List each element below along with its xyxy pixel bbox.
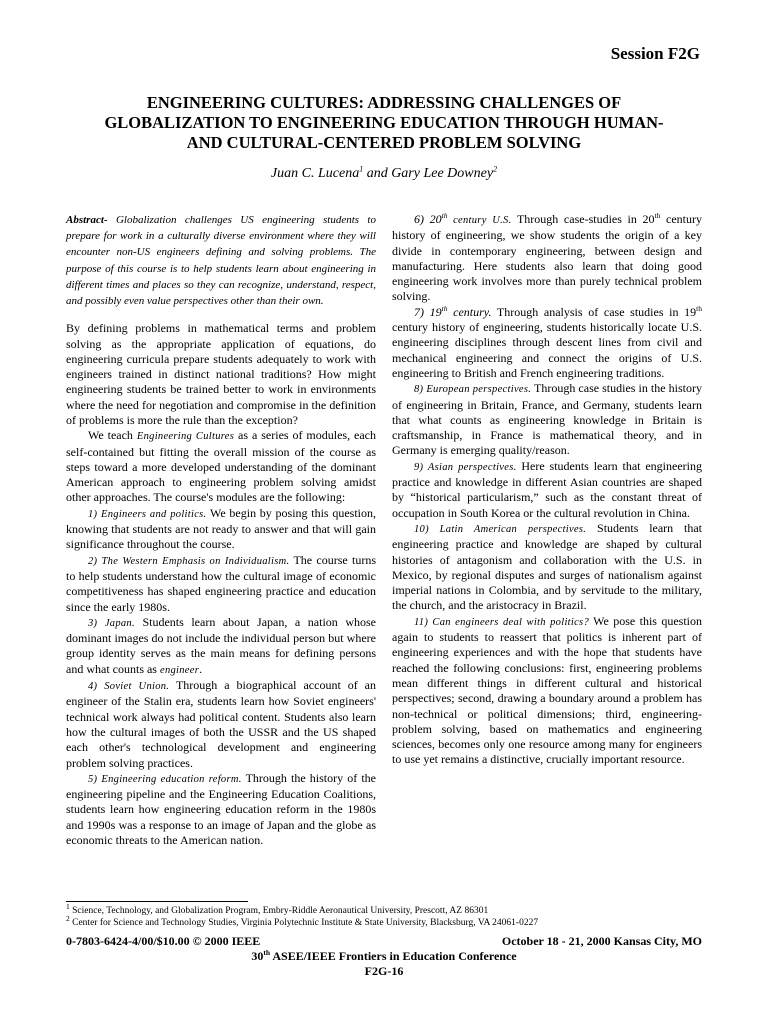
module-text: Through the history of the engineering pipeline and the Engineering Education Coalitions, students learn how engineering education reform in the 1980s and 1990s was a response to an image of Japan and the globe as economic threats to the American nation.: [66, 770, 376, 848]
module-label: 11) Can engineers deal with politics?: [414, 616, 589, 628]
abstract-text: Globalization challenges US engineering students to prepare for work in a culturally diverse environment where they will encounter non-US engineers defining and solving problems. The purpose of this course is to help students learn about engineering in different times and places so they can recognize, understand, respect, and possibly even value perspectives other than their own.: [66, 214, 376, 308]
module-text: We pose this question again to students to reassert that politics is inherent part of engineering experiences and with the hope that students have reached the following conclusions: first, engineering problems mean different things in different cultural and historical perspectives; second, drawing a boundary around a problem has non-technical or political dimensions; third, engineering-problem solving, based on mathematics and engineering sciences, becomes only one resource among many for engineers to use yet remains a distinctive, crucially important resource.: [392, 613, 702, 767]
page-footer: [66, 934, 702, 979]
footnote-mark: 1: [66, 901, 70, 911]
module-4: [66, 678, 376, 771]
module-text: Here students learn that engineering practice and knowledge in different Asian countries are shaped by “historical particularism,” such as the constant threat of occupation in South Korea or the cultural revolution in China.: [392, 458, 702, 520]
author-1-affiliation-mark: 1: [359, 164, 364, 174]
module-label: 10) Latin American perspectives.: [414, 523, 587, 535]
module-label: 8) European perspectives.: [414, 384, 532, 396]
footnote-text: Center for Science and Technology Studies, Virginia Polytechnic Institute & State University, Blacksburg, VA 24061-0227: [69, 918, 539, 928]
author-2-affiliation-mark: 2: [493, 164, 498, 174]
module-9: [392, 459, 702, 521]
body-paragraph: By defining problems in mathematical terms and problem solving as the appropriate application of equations, do engineering curricula prepare students adequately to work with engineers trained in distinct national traditions? How might engineering students be trained better to work in environments where the need for negotiation and compromise in the definition of problems is more the rule than the exception?: [66, 321, 376, 427]
text-run: as a series of modules, each self-contained but fitting the overall mission of the course as steps toward a more developed understanding of the dominant American approach to engineering problem solving amidst other approaches. The course's modules are the following:: [66, 428, 376, 505]
paper-title: [60, 93, 708, 153]
module-7: [392, 305, 702, 381]
footnote-1: [66, 901, 706, 917]
module-text: century history of engineering, we show students the origin of a key divide in contemporary engineering, between design and manufacturing. Here students also learn that doing good engineering work involves more than purely technical problem solving.: [392, 212, 703, 304]
module-text: Through a biographical account of an engineer of the Stalin era, students learn how Soviet engineers' technical work always had political content. Students also learn how the cultural images of both the USSR and the US shaped each other's technological development and engineering problem solving practices.: [66, 678, 376, 770]
abstract: [66, 212, 376, 309]
footnote-text: Science, Technology, and Globalization Program, Embry-Riddle Aeronautical University, Prescott, AZ 86301: [69, 906, 489, 916]
module-11: [392, 614, 702, 768]
superscript: th: [696, 303, 702, 313]
text-run: 6) 20: [414, 212, 442, 226]
module-1: [66, 506, 376, 553]
title-line: GLOBALIZATION TO ENGINEERING EDUCATION THROUGH HUMAN-: [104, 113, 664, 132]
superscript: th: [441, 303, 448, 313]
text-run: Through case-studies in 20: [511, 212, 655, 226]
superscript: th: [441, 211, 448, 220]
module-label: 9) Asian perspectives.: [414, 461, 517, 473]
module-text: We begin by posing this question, knowing that students are not ready to answer and that will gain significance throughout the course.: [66, 505, 377, 552]
footnotes: [66, 901, 706, 929]
module-text: Through case studies in the history of engineering in Britain, France, and Germany, students learn that what counts as engineering knowledge in Britain is craftsmanship, in France is mathematical theory, and in Germany is emerging quality/reason.: [392, 381, 702, 458]
module-label: 3) Japan.: [88, 617, 135, 629]
module-label: 2) The Western Emphasis on Individualism.: [88, 555, 290, 567]
footnote-2: [66, 913, 706, 929]
module-text: The course turns to help students understand how the cultural image of economic competitiveness has shaped engineering practice and education since the early 1980s.: [66, 552, 376, 614]
text-run: 7) 19: [414, 304, 442, 319]
copyright-line: 0-7803-6424-4/00/$10.00 © 2000 IEEE: [66, 934, 261, 948]
module-10: [392, 521, 702, 614]
author-2: Gary Lee Downey: [391, 166, 494, 181]
footer-row: [66, 934, 702, 949]
page-number: F2G-16: [364, 964, 404, 978]
abstract-label: Abstract-: [66, 214, 108, 226]
module-label: 1) Engineers and politics.: [88, 508, 207, 520]
authors: [0, 166, 768, 182]
author-1: Juan C. Lucena: [270, 166, 360, 181]
text-run: century.: [447, 304, 492, 319]
module-8: [392, 381, 702, 458]
authors-and: and: [363, 166, 392, 181]
text-run: .: [199, 661, 203, 676]
text-run: Through analysis of case studies in 19: [491, 304, 697, 319]
text-run: We teach: [88, 428, 137, 443]
course-name: Engineering Cultures: [136, 431, 235, 443]
title-line: ENGINEERING CULTURES: ADDRESSING CHALLENGES OF: [146, 93, 622, 112]
module-text: Students learn that engineering practice and knowledge are shaped by cultural histories of antagonism and collaboration with the U.S. in Mexico, by regional disputes and surges of nationalism against imperial nations in Colombia, and by servitude to the military, the church, and the aristocracy in Brazil.: [392, 520, 702, 613]
left-column: [66, 212, 376, 848]
right-column: [392, 212, 702, 768]
module-2: [66, 553, 376, 615]
conference-date: October 18 - 21, 2000 Kansas City, MO: [501, 934, 702, 948]
module-text: Students learn about Japan, a nation whose dominant images do not include the individual person but where group identity serves as the main means for defining persons and what counts as: [66, 614, 376, 676]
module-text: century history of engineering, students historically locate U.S. engineering disciplines through descent lines from civil and mechanical engineering and connect the origins of U.S. engineering to British and French engineering traditions.: [392, 320, 702, 380]
footnote-mark: 2: [66, 913, 70, 923]
module-3: [66, 615, 376, 678]
conference-name: [66, 949, 702, 964]
footnote-divider: [66, 901, 248, 902]
emphasis: engineer: [159, 664, 200, 676]
module-label: 4) Soviet Union.: [88, 681, 170, 693]
module-label: [414, 212, 512, 226]
superscript: th: [263, 948, 271, 957]
text-run: ASEE/IEEE Frontiers in Education Conference: [270, 949, 517, 963]
session-label: Session F2G: [610, 44, 700, 63]
text-run: century U.S.: [447, 215, 512, 226]
text-run: 30: [251, 949, 264, 963]
title-line: AND CULTURAL-CENTERED PROBLEM SOLVING: [186, 133, 582, 152]
superscript: th: [654, 211, 661, 220]
body-paragraph: [66, 428, 376, 505]
module-label: 5) Engineering education reform.: [88, 773, 242, 785]
module-6: [392, 212, 702, 305]
module-5: [66, 771, 376, 848]
module-label: [414, 305, 491, 319]
